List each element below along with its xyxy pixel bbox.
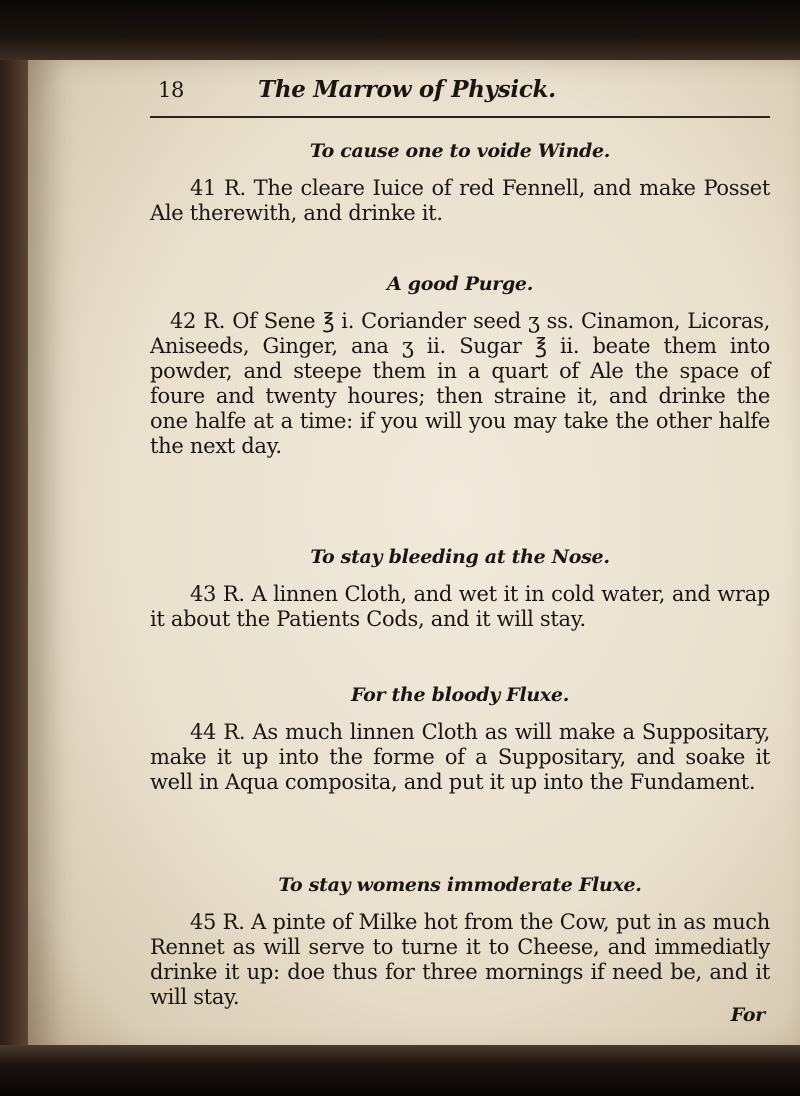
section-4 <box>150 684 770 795</box>
bottom-shadow <box>0 1045 800 1096</box>
section-heading: For the bloody Fluxe. <box>350 684 570 706</box>
recipe-text: 43 R. A linnen Cloth, and wet it in cold water, and wrap it about the Patients Cods, and it will stay. <box>150 582 770 631</box>
recipe-text: 45 R. A pinte of Milke hot from the Cow, put in as much Rennet as will serve to turne it to Cheese, and immediatly drinke it up: doe thus for three mornings if need be, and it will stay. <box>150 910 770 1009</box>
section-heading: To stay bleeding at the Nose. <box>310 546 610 568</box>
recipe-text: 41 R. The cleare Iuice of red Fennell, and make Posset Ale therewith, and drinke it. <box>150 176 770 225</box>
section-heading: To stay womens immoderate Fluxe. <box>278 874 642 896</box>
running-head: The Marrow of Physick. <box>258 76 556 103</box>
recipe-text: 44 R. As much linnen Cloth as will make a Suppositary, make it up into the forme of a Suppositary, and soake it well in Aqua composita, and put it up into the Fundament. <box>150 720 770 794</box>
section-3 <box>150 546 770 632</box>
section-2 <box>150 273 770 459</box>
header-rule <box>150 116 770 118</box>
section-heading: To cause one to voide Winde. <box>309 140 611 162</box>
recipe-text: 42 R. Of Sene ℥ i. Coriander seed ʒ ss. Cinamon, Licoras, Aniseeds, Ginger, ana ʒ ii. Sugar ℥ ii. beate them into powder, and steepe them in a quart of Ale the space of foure and twenty houres; then straine it, and drinke the one halfe at a time: if you will you may take the other halfe the next day. <box>150 309 770 458</box>
top-shadow <box>0 0 800 60</box>
text-block <box>150 68 775 1048</box>
page-number: 18 <box>158 78 185 102</box>
section-1 <box>150 140 770 226</box>
catchword: For <box>730 1004 765 1026</box>
page-header <box>150 68 775 112</box>
section-5 <box>150 874 770 1010</box>
section-heading: A good Purge. <box>386 273 534 295</box>
